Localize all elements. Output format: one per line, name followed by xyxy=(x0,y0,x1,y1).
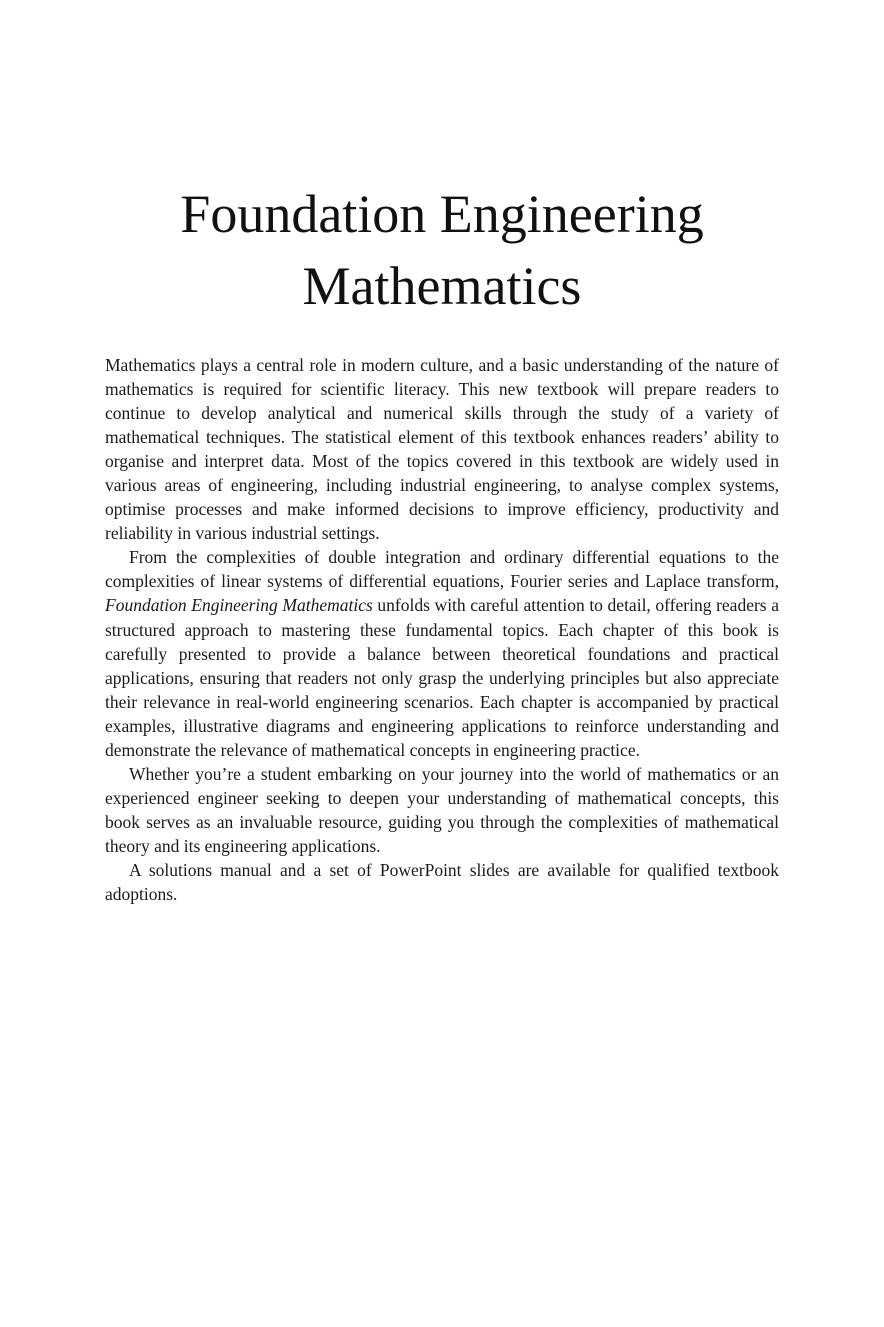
book-title-line-1: Foundation Engineering xyxy=(180,184,704,244)
description-paragraph-2 xyxy=(105,545,779,761)
book-title-italic: Foundation Engineering Mathematics xyxy=(105,595,373,616)
paragraph-2-text-end: unfolds with careful attention to detail, offering readers a structured approach to mastering these fundamental topics. Each chapter of this book is carefully presented to provide a balance between theoretical foundations and practical applications, ensuring that readers not only grasp the underlying principles but also appreciate their relevance in real-world engineering scenarios. Each chapter is accompanied by practical examples, illustrative diagrams and engineering applications to reinforce understanding and demonstrate the relevance of mathematical concepts in engineering practice. xyxy=(105,595,779,760)
book-description xyxy=(105,353,779,906)
book-title-line-2: Mathematics xyxy=(302,256,582,316)
book-title xyxy=(105,178,779,322)
paragraph-2-text-start: From the complexities of double integration and ordinary differential equations to the complexities of linear systems of differential equations, Fourier series and Laplace transform, xyxy=(105,547,779,592)
description-paragraph-3: Whether you’re a student embarking on your journey into the world of mathematics or an experienced engineer seeking to deepen your understanding of mathematical concepts, this book serves as an invaluable resource, guiding you through the complexities of mathematical theory and its engineering applications. xyxy=(105,763,779,856)
description-paragraph-1: Mathematics plays a central role in modern culture, and a basic understanding of the nature of mathematics is required for scientific literacy. This new textbook will prepare readers to continue to develop analytical and numerical skills through the study of a variety of mathematical techniques. The statistical element of this textbook enhances readers’ ability to organise and interpret data. Most of the topics covered in this textbook are widely used in various areas of engineering, including industrial engineering, to analyse complex systems, optimise processes and make informed decisions to improve efficiency, productivity and reliability in various industrial settings. xyxy=(105,355,779,544)
description-paragraph-4: A solutions manual and a set of PowerPoint slides are available for qualified textbook adoptions. xyxy=(105,859,779,905)
